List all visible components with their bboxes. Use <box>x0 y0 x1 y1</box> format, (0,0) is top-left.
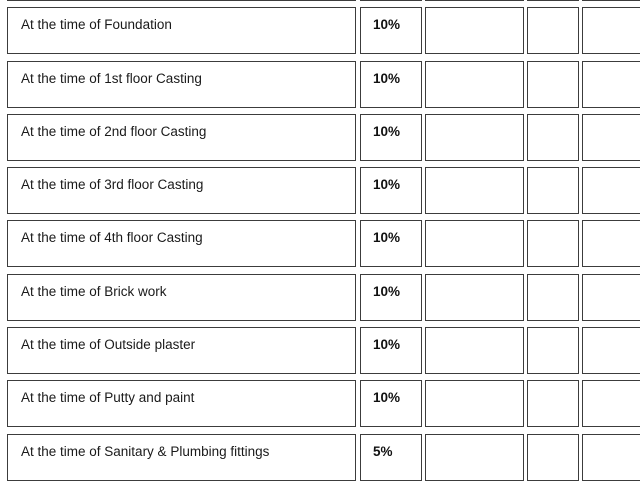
empty-cell <box>527 434 579 481</box>
empty-cell <box>582 7 640 54</box>
percent-cell <box>360 327 422 374</box>
empty-cell <box>582 220 640 267</box>
percent-value: 10% <box>373 283 401 299</box>
empty-cell <box>425 167 524 214</box>
stage-label: At the time of Brick work <box>21 283 167 299</box>
empty-cell <box>527 274 579 321</box>
empty-cell <box>425 380 524 427</box>
stage-label: At the time of 4th floor Casting <box>21 230 203 246</box>
stage-cell <box>7 274 356 321</box>
table-row <box>0 431 640 484</box>
percent-cell <box>360 7 422 54</box>
empty-cell <box>527 7 579 54</box>
stage-label: At the time of Sanitary & Plumbing fittings <box>21 443 270 459</box>
stage-label: At the time of Foundation <box>21 17 172 33</box>
stage-label: At the time of Outside plaster <box>21 337 196 353</box>
percent-cell <box>360 0 422 1</box>
percent-value: 10% <box>373 70 401 86</box>
stage-cell <box>7 380 356 427</box>
empty-cell <box>527 167 579 214</box>
percent-cell <box>360 114 422 161</box>
table-row <box>0 4 640 57</box>
stage-cell <box>7 0 356 1</box>
empty-cell <box>527 114 579 161</box>
empty-cell <box>582 61 640 108</box>
stage-cell <box>7 167 356 214</box>
stage-label: At the time of 1st floor Casting <box>21 70 202 86</box>
empty-cell <box>582 327 640 374</box>
percent-cell <box>360 220 422 267</box>
table-row <box>0 217 640 270</box>
table-row <box>0 271 640 324</box>
empty-cell <box>582 380 640 427</box>
table-row <box>0 164 640 217</box>
stage-cell <box>7 61 356 108</box>
empty-cell <box>425 274 524 321</box>
percent-value: 10% <box>373 390 401 406</box>
empty-cell <box>425 61 524 108</box>
stage-cell <box>7 434 356 481</box>
percent-value: 10% <box>373 17 401 33</box>
empty-cell <box>527 327 579 374</box>
empty-cell <box>582 114 640 161</box>
percent-value: 10% <box>373 177 401 193</box>
empty-cell <box>527 61 579 108</box>
percent-cell <box>360 434 422 481</box>
percent-value: 10% <box>373 123 401 139</box>
percent-cell <box>360 380 422 427</box>
stage-cell <box>7 7 356 54</box>
empty-cell <box>582 274 640 321</box>
stage-cell <box>7 220 356 267</box>
empty-cell <box>425 220 524 267</box>
empty-cell <box>425 434 524 481</box>
stage-label: At the time of 3rd floor Casting <box>21 177 204 193</box>
empty-cell <box>582 167 640 214</box>
stage-cell <box>7 114 356 161</box>
stage-cell <box>7 327 356 374</box>
table-row <box>0 324 640 377</box>
empty-cell <box>527 380 579 427</box>
table-row <box>0 111 640 164</box>
percent-cell <box>360 167 422 214</box>
empty-cell <box>425 7 524 54</box>
percent-cell <box>360 61 422 108</box>
stage-label: At the time of Putty and paint <box>21 390 195 406</box>
table-row <box>0 58 640 111</box>
empty-cell <box>527 0 579 1</box>
empty-cell <box>425 114 524 161</box>
percent-value: 5% <box>373 443 393 459</box>
percent-value: 10% <box>373 337 401 353</box>
empty-cell <box>425 0 524 1</box>
empty-cell <box>582 0 640 1</box>
percent-value: 10% <box>373 230 401 246</box>
empty-cell <box>582 434 640 481</box>
table-row <box>0 377 640 430</box>
empty-cell <box>527 220 579 267</box>
empty-cell <box>425 327 524 374</box>
stage-label: At the time of 2nd floor Casting <box>21 123 207 139</box>
percent-cell <box>360 274 422 321</box>
